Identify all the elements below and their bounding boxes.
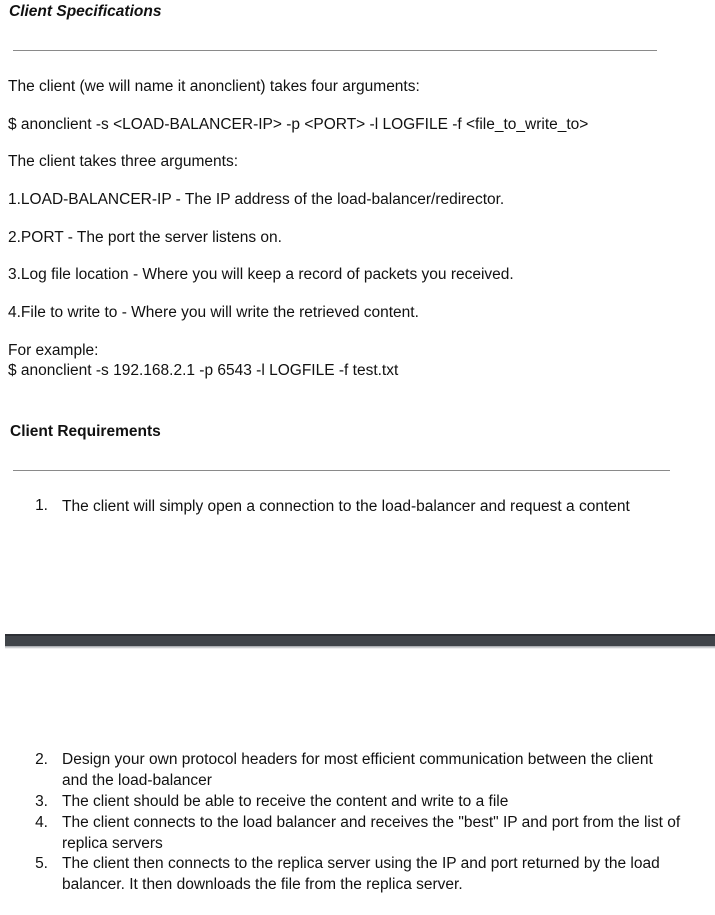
- list-item-number: 2.: [35, 751, 48, 768]
- list-item: [0, 854, 715, 896]
- list-item: [0, 813, 715, 855]
- list-item: [0, 750, 715, 792]
- list-item-number: 3.: [35, 793, 48, 810]
- list-item-text: Design your own protocol headers for most efficient communication between the client and the load-balancer: [62, 751, 653, 789]
- list-item-number: 4.: [35, 814, 48, 831]
- argument-item: 4.File to write to - Where you will write the retrieved content.: [8, 304, 419, 321]
- page-break-shadow: [5, 646, 715, 649]
- list-item-text: The client connects to the load balancer and receives the "best" IP and port from the list of replica servers: [62, 814, 681, 852]
- list-item-number: 5.: [35, 855, 48, 872]
- example-label: For example:: [8, 342, 99, 359]
- list-item: [0, 497, 715, 519]
- list-item-number: 1.: [35, 497, 48, 514]
- list-item: [0, 792, 715, 814]
- example-command: $ anonclient -s 192.168.2.1 -p 6543 -l LOGFILE -f test.txt: [8, 362, 399, 379]
- arguments-intro: The client takes three arguments:: [8, 153, 239, 170]
- argument-item: 3.Log file location - Where you will keep a record of packets you received.: [8, 266, 514, 283]
- section-divider: [13, 50, 657, 51]
- section-divider: [13, 470, 670, 471]
- usage-command: $ anonclient -s <LOAD-BALANCER-IP> -p <PORT> -l LOGFILE -f <file_to_write_to>: [8, 116, 589, 133]
- argument-item: 2.PORT - The port the server listens on.: [8, 229, 282, 246]
- section-title-client-requirements: Client Requirements: [10, 423, 161, 440]
- page-break-divider: [5, 634, 715, 646]
- argument-item: 1.LOAD-BALANCER-IP - The IP address of the load-balancer/redirector.: [8, 191, 505, 208]
- intro-paragraph: The client (we will name it anonclient) takes four arguments:: [8, 78, 420, 95]
- list-item-text: The client will simply open a connection to the load-balancer and request a content: [62, 498, 630, 515]
- list-item-text: The client should be able to receive the content and write to a file: [62, 793, 509, 810]
- list-item-text: The client then connects to the replica server using the IP and port returned by the load balancer. It then downloads the file from the replica server.: [62, 855, 660, 893]
- section-title-client-specifications: Client Specifications: [9, 3, 162, 20]
